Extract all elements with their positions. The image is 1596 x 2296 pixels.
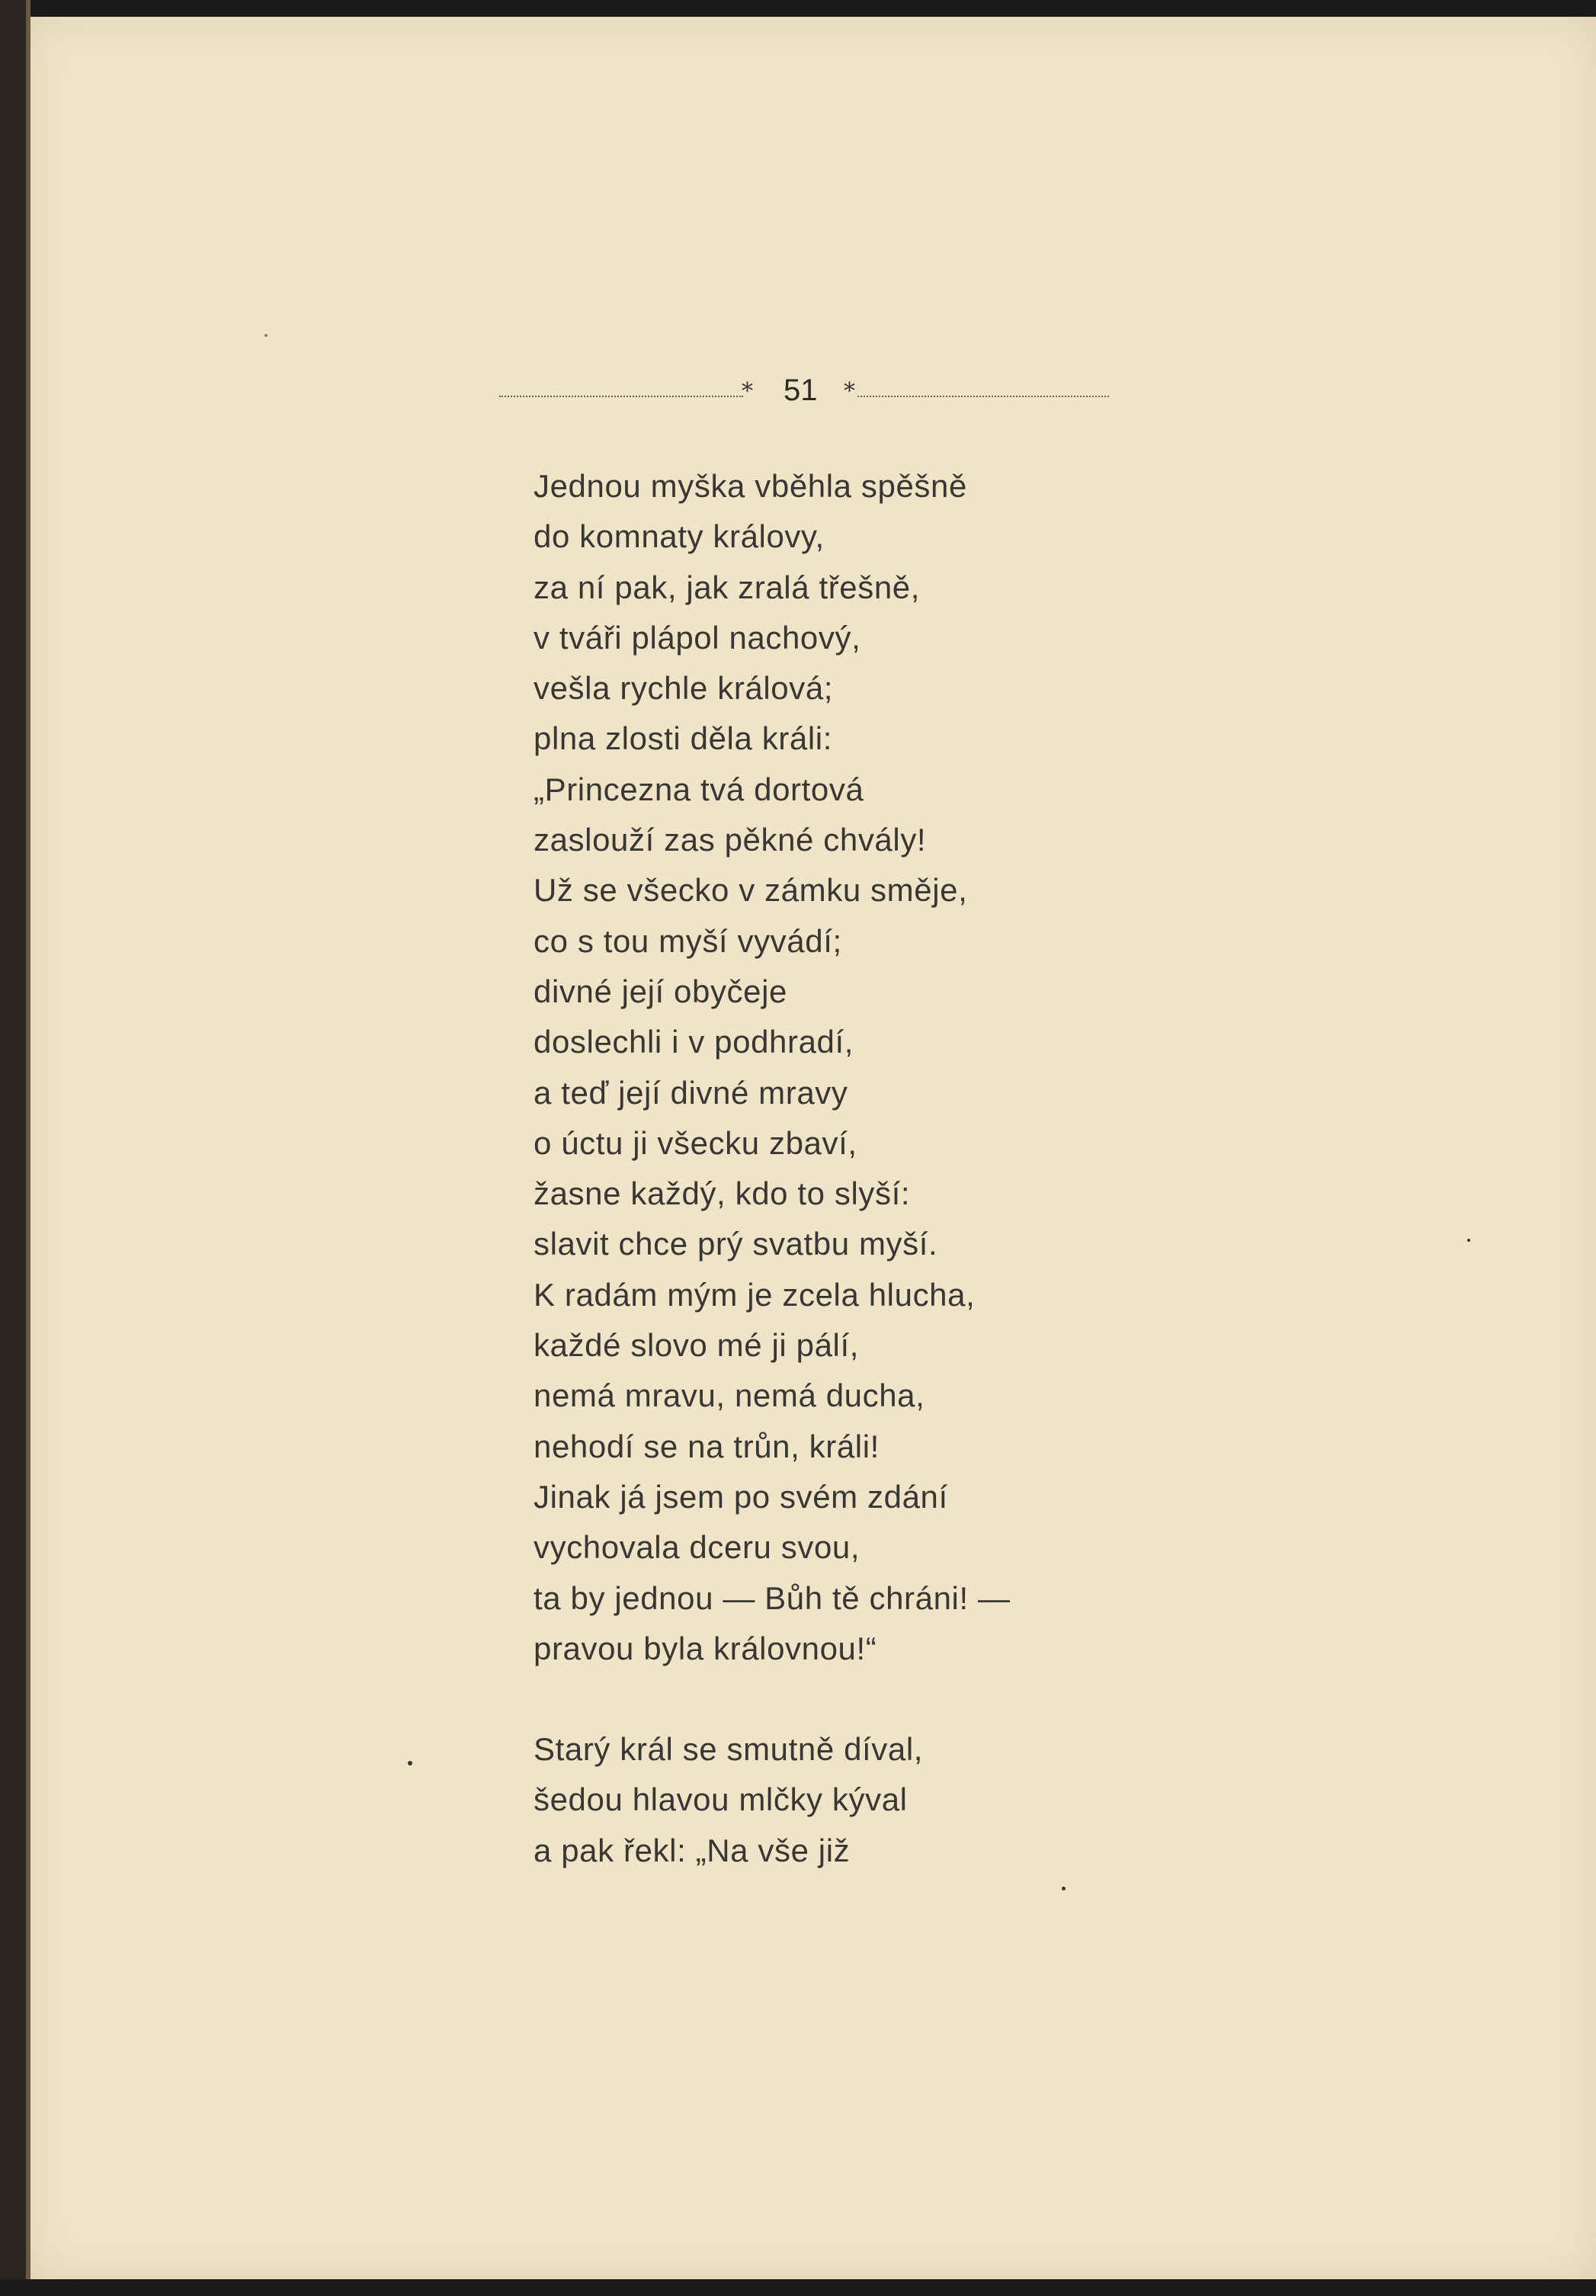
verse-line: Starý král se smutně díval,	[534, 1731, 924, 1768]
verse-line: ta by jednou — Bůh tě chráni! —	[534, 1579, 1011, 1616]
header-dotted-rule-right	[857, 396, 1109, 397]
poem-text	[534, 461, 1219, 1876]
page-gutter-edge	[26, 0, 30, 2296]
verse-line: do komnaty královy,	[534, 518, 825, 555]
book-spine	[0, 0, 29, 2296]
stanza	[534, 1724, 1219, 1876]
verse-line: Jinak já jsem po svém zdání	[534, 1478, 948, 1515]
scan-bottom-border	[0, 2279, 1596, 2296]
verse-line: šedou hlavou mlčky kýval	[534, 1781, 908, 1818]
verse-line: nemá mravu, nemá ducha,	[534, 1377, 925, 1414]
page-header	[499, 374, 1109, 412]
verse-line: o úctu ji všecku zbaví,	[534, 1124, 857, 1161]
verse-line: zaslouží zas pěkné chvály!	[534, 822, 927, 858]
scan-top-border	[0, 0, 1596, 17]
verse-line: vychovala dceru svou,	[534, 1529, 860, 1566]
verse-line: nehodí se na trůn, králi!	[534, 1428, 880, 1464]
verse-line: žasne každý, kdo to slyší:	[534, 1175, 911, 1212]
verse-line: v tváři plápol nachový,	[534, 619, 861, 656]
header-dotted-rule-left	[499, 396, 743, 397]
verse-line: plna zlosti děla králi:	[534, 720, 832, 757]
verse-line: co s tou myší vyvádí;	[534, 922, 842, 959]
verse-line: doslechli i v podhradí,	[534, 1024, 854, 1060]
verse-line: Jednou myška vběhla spěšně	[534, 468, 967, 504]
header-star-ornament-left: *	[742, 378, 753, 405]
stanza-break	[534, 1674, 1219, 1724]
verse-line: K radám mým je zcela hlucha,	[534, 1276, 976, 1313]
verse-line: divné její obyčeje	[534, 973, 787, 1009]
verse-line: vešla rychle králová;	[534, 670, 834, 707]
ink-speck	[1467, 1239, 1470, 1242]
page-number: 51	[784, 374, 818, 407]
ink-speck	[408, 1761, 412, 1765]
verse-line: „Princezna tvá dortová	[534, 771, 864, 807]
verse-line: a pak řekl: „Na vše již	[534, 1832, 851, 1868]
verse-line: pravou byla královnou!“	[534, 1630, 877, 1666]
ink-speck	[1062, 1887, 1066, 1890]
verse-line: za ní pak, jak zralá třešně,	[534, 569, 921, 605]
ink-speck	[264, 334, 268, 337]
header-star-ornament-right: *	[844, 378, 855, 405]
verse-line: a teď její divné mravy	[534, 1074, 848, 1111]
verse-line: slavit chce prý svatbu myší.	[534, 1226, 938, 1262]
verse-line: Už se všecko v zámku směje,	[534, 872, 968, 909]
verse-line: každé slovo mé ji pálí,	[534, 1327, 859, 1364]
stanza	[534, 461, 1219, 1674]
